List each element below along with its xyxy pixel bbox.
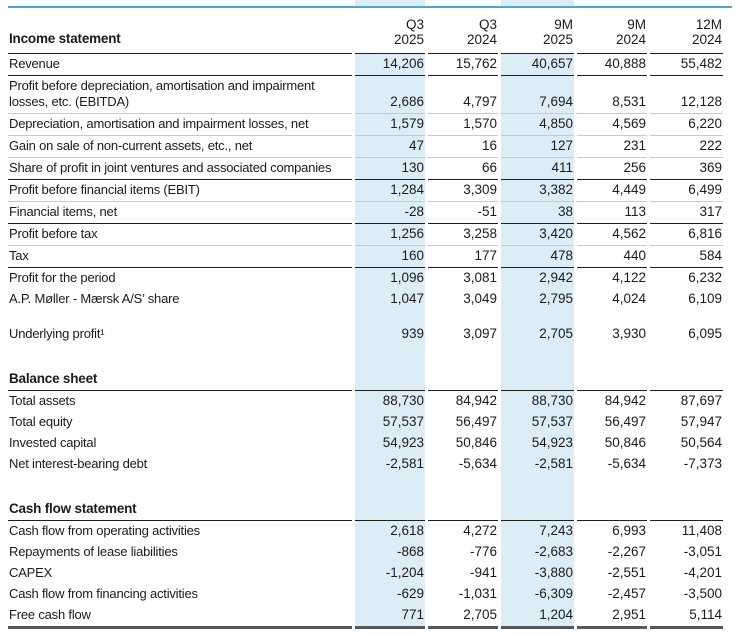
- value-cell: -2,457: [607, 586, 646, 601]
- value-cell: -4,201: [683, 565, 722, 580]
- value-cell: 771: [355, 605, 425, 629]
- value-cell: 15,762: [428, 54, 498, 76]
- table-row: [8, 180, 723, 202]
- value-cell: -3,500: [683, 586, 722, 601]
- value-cell: 1,284: [355, 180, 425, 202]
- value-cell: -2,581: [501, 454, 574, 475]
- value-cell: 50,564: [680, 435, 722, 450]
- value-cell: 3,081: [463, 270, 497, 285]
- value-cell: 88,730: [501, 391, 574, 412]
- table-row: [8, 391, 723, 412]
- value-cell: 1,096: [355, 268, 425, 289]
- table-row: [8, 433, 723, 454]
- value-cell: 6,232: [688, 270, 722, 285]
- value-cell: 3,097: [463, 326, 497, 341]
- value-cell: 160: [355, 246, 425, 268]
- table-row: [8, 268, 723, 289]
- value-cell: -2,551: [607, 565, 646, 580]
- value-cell: 57,537: [501, 412, 574, 433]
- table-row: [8, 114, 723, 136]
- value-cell: 2,951: [577, 605, 647, 629]
- row-label: Profit before depreciation, amortisation and impairment losses, etc. (EBITDA): [8, 76, 352, 114]
- section-title-spacer-cell: [501, 475, 574, 521]
- value-cell: -1,031: [458, 586, 497, 601]
- value-cell: 50,846: [604, 435, 646, 450]
- column-period: 9M: [627, 17, 646, 32]
- value-cell: -28: [355, 202, 425, 224]
- value-cell: -3,051: [683, 544, 722, 559]
- row-label: Profit before financial items (EBIT): [8, 180, 352, 202]
- table-row: [8, 136, 723, 158]
- row-label: Tax: [8, 246, 352, 268]
- value-cell: 11,408: [681, 523, 722, 538]
- spacer-cell: [501, 310, 574, 324]
- row-label: Repayments of lease liabilities: [9, 544, 178, 559]
- value-cell: -868: [355, 542, 425, 563]
- value-cell: 4,562: [577, 224, 647, 246]
- spacer-cell: [8, 310, 352, 324]
- value-cell: 6,499: [650, 180, 723, 202]
- value-cell: 55,482: [650, 54, 723, 76]
- section-title-spacer-cell: [428, 345, 498, 391]
- value-cell: 66: [428, 158, 498, 180]
- value-cell: -2,267: [607, 544, 646, 559]
- value-cell: 1,204: [501, 605, 574, 629]
- value-cell: -629: [355, 584, 425, 605]
- section-title-spacer-cell: [577, 475, 647, 521]
- column-period: Q3: [478, 17, 497, 32]
- column-period: 9M: [554, 17, 573, 32]
- column-year: 2025: [542, 32, 573, 47]
- financials-table: [5, 8, 726, 629]
- value-cell: -776: [469, 544, 497, 559]
- value-cell: 6,220: [650, 114, 723, 136]
- value-cell: -7,373: [683, 456, 722, 471]
- table-row: [8, 605, 723, 629]
- row-label: Net interest-bearing debt: [9, 456, 148, 471]
- value-cell: 256: [577, 158, 647, 180]
- table-row: [8, 412, 723, 433]
- value-cell: 57,947: [680, 414, 722, 429]
- row-label: Cash flow from financing activities: [9, 586, 198, 601]
- value-cell: 56,497: [455, 414, 497, 429]
- value-cell: 130: [355, 158, 425, 180]
- top-accent-rule: [8, 0, 732, 8]
- value-cell: 4,569: [577, 114, 647, 136]
- table-row: [8, 521, 723, 542]
- value-cell: 2,795: [501, 289, 574, 310]
- row-label: Depreciation, amortisation and impairment losses, net: [8, 114, 352, 136]
- value-cell: 4,272: [463, 523, 497, 538]
- row-label: Share of profit in joint ventures and associated companies: [8, 158, 352, 180]
- value-cell: 57,537: [355, 412, 425, 433]
- value-cell: 1,570: [428, 114, 498, 136]
- value-cell: 369: [650, 158, 723, 180]
- value-cell: 2,686: [355, 76, 425, 114]
- table-row: [8, 454, 723, 475]
- value-cell: 3,382: [501, 180, 574, 202]
- section-title-row: [8, 345, 723, 391]
- value-cell: 6,993: [612, 523, 646, 538]
- value-cell: 7,243: [501, 521, 574, 542]
- spacer-cell: [577, 310, 647, 324]
- row-label: Profit before tax: [8, 224, 352, 246]
- table-row: [8, 224, 723, 246]
- value-cell: 1,579: [355, 114, 425, 136]
- row-label: Free cash flow: [8, 605, 352, 629]
- value-cell: 2,705: [501, 324, 574, 345]
- value-cell: 411: [501, 158, 574, 180]
- value-cell: 2,618: [355, 521, 425, 542]
- row-label: Profit for the period: [9, 270, 116, 285]
- value-cell: 4,024: [612, 291, 646, 306]
- value-cell: 16: [428, 136, 498, 158]
- row-label: A.P. Møller - Mærsk A/S’ share: [9, 291, 180, 306]
- value-cell: 7,694: [501, 76, 574, 114]
- value-cell: 222: [650, 136, 723, 158]
- value-cell: -3,880: [501, 563, 574, 584]
- value-cell: 5,114: [650, 605, 723, 629]
- value-cell: 113: [577, 202, 647, 224]
- value-cell: 3,049: [463, 291, 497, 306]
- column-year: 2024: [466, 32, 497, 47]
- section-title: Balance sheet: [8, 345, 352, 391]
- column-year: 2024: [615, 32, 646, 47]
- value-cell: 478: [501, 246, 574, 268]
- column-header: [501, 8, 574, 54]
- value-cell: 4,449: [577, 180, 647, 202]
- highlight-band-q3-2025: [355, 0, 425, 6]
- table-row: [8, 289, 723, 310]
- table-row: [8, 76, 723, 114]
- value-cell: 177: [428, 246, 498, 268]
- highlight-band-9m-2025: [501, 0, 574, 6]
- table-row: [8, 584, 723, 605]
- value-cell: 231: [577, 136, 647, 158]
- table-row: [8, 246, 723, 268]
- row-label: Invested capital: [9, 435, 97, 450]
- table-row: [8, 158, 723, 180]
- value-cell: 14,206: [355, 54, 425, 76]
- table-row: [8, 542, 723, 563]
- section-title-spacer-cell: [650, 475, 723, 521]
- section-title-spacer-cell: [650, 345, 723, 391]
- value-cell: 38: [501, 202, 574, 224]
- row-label: Cash flow from operating activities: [9, 523, 200, 538]
- value-cell: 84,942: [604, 393, 646, 408]
- value-cell: 50,846: [455, 435, 497, 450]
- column-period: Q3: [405, 17, 424, 32]
- value-cell: -941: [469, 565, 497, 580]
- value-cell: 1,256: [355, 224, 425, 246]
- value-cell: 440: [577, 246, 647, 268]
- value-cell: 6,095: [688, 326, 722, 341]
- column-year: 2024: [691, 32, 722, 47]
- section-title: Cash flow statement: [8, 475, 352, 521]
- section-title: Income statement: [8, 8, 352, 54]
- table-header-row: [8, 8, 723, 54]
- value-cell: -1,204: [355, 563, 425, 584]
- value-cell: 54,923: [355, 433, 425, 454]
- column-header: [355, 8, 425, 54]
- value-cell: 1,047: [355, 289, 425, 310]
- row-label: Total equity: [9, 414, 73, 429]
- table-row: [8, 563, 723, 584]
- value-cell: 87,697: [680, 393, 722, 408]
- spacer-cell: [650, 310, 723, 324]
- value-cell: 3,930: [612, 326, 646, 341]
- value-cell: 8,531: [577, 76, 647, 114]
- spacer-cell: [428, 310, 498, 324]
- value-cell: -6,309: [501, 584, 574, 605]
- value-cell: -5,634: [607, 456, 646, 471]
- value-cell: 84,942: [455, 393, 497, 408]
- row-label: Financial items, net: [8, 202, 352, 224]
- row-label: Underlying profit¹: [9, 326, 105, 341]
- value-cell: 3,420: [501, 224, 574, 246]
- table-row: [8, 202, 723, 224]
- spacer-row: [8, 310, 723, 324]
- section-title-spacer-cell: [355, 345, 425, 391]
- column-header: [650, 8, 723, 54]
- value-cell: 4,850: [501, 114, 574, 136]
- value-cell: 56,497: [604, 414, 646, 429]
- value-cell: 88,730: [355, 391, 425, 412]
- column-year: 2025: [393, 32, 424, 47]
- spacer-cell: [355, 310, 425, 324]
- value-cell: 54,923: [501, 433, 574, 454]
- value-cell: 2,942: [501, 268, 574, 289]
- value-cell: 12,128: [650, 76, 723, 114]
- value-cell: -2,581: [355, 454, 425, 475]
- column-header: [577, 8, 647, 54]
- row-label: Gain on sale of non-current assets, etc., net: [8, 136, 352, 158]
- value-cell: 4,122: [612, 270, 646, 285]
- table-row: [8, 324, 723, 345]
- section-title-spacer-cell: [501, 345, 574, 391]
- row-label: Total assets: [9, 393, 76, 408]
- row-label: Revenue: [8, 54, 352, 76]
- value-cell: 6,109: [688, 291, 722, 306]
- value-cell: 3,309: [428, 180, 498, 202]
- value-cell: -5,634: [458, 456, 497, 471]
- value-cell: 317: [650, 202, 723, 224]
- value-cell: 4,797: [428, 76, 498, 114]
- column-period: 12M: [695, 17, 722, 32]
- value-cell: 127: [501, 136, 574, 158]
- value-cell: 584: [650, 246, 723, 268]
- value-cell: -2,683: [501, 542, 574, 563]
- section-title-row: [8, 475, 723, 521]
- value-cell: -51: [428, 202, 498, 224]
- row-label: CAPEX: [9, 565, 53, 580]
- value-cell: 40,888: [577, 54, 647, 76]
- section-title-spacer-cell: [577, 345, 647, 391]
- section-title-spacer-cell: [355, 475, 425, 521]
- table-row: [8, 54, 723, 76]
- value-cell: 939: [355, 324, 425, 345]
- value-cell: 40,657: [501, 54, 574, 76]
- value-cell: 6,816: [650, 224, 723, 246]
- value-cell: 2,705: [428, 605, 498, 629]
- column-header: [428, 8, 498, 54]
- section-title-spacer-cell: [428, 475, 498, 521]
- value-cell: 47: [355, 136, 425, 158]
- value-cell: 3,258: [428, 224, 498, 246]
